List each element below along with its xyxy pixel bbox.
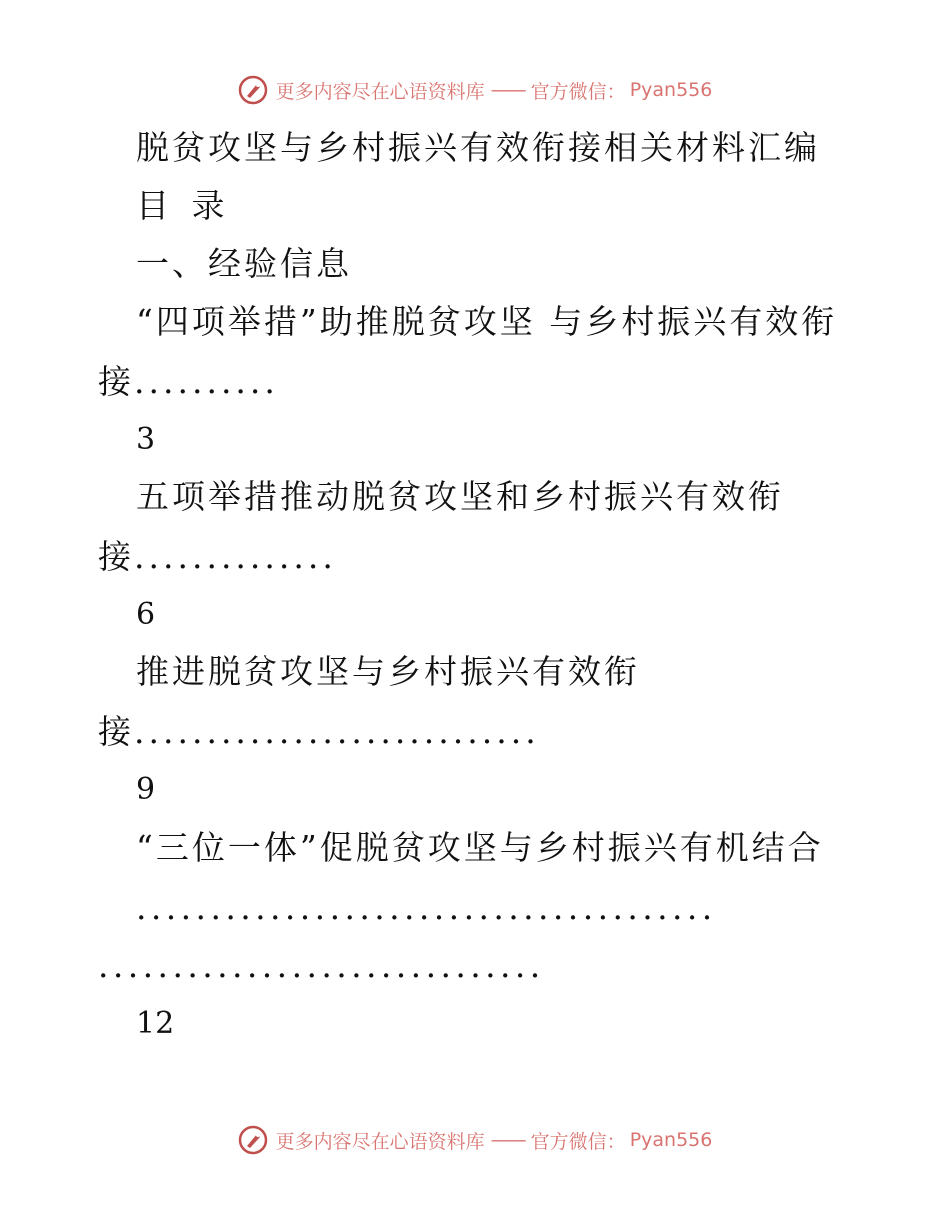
toc-page-number: 6	[136, 597, 156, 632]
banner-wechat-label: 官方微信：	[530, 1130, 626, 1153]
toc-page-number: 9	[136, 772, 156, 807]
toc-leader-dots: .......................................	[136, 888, 717, 927]
banner-separator: ——	[490, 79, 525, 101]
toc-entry-title-end: 接	[98, 712, 134, 751]
toc-leader-dots: ..............	[134, 537, 337, 576]
toc-entry-title: “三位一体”促脱贫攻坚与乡村振兴有机结合	[136, 828, 824, 867]
toc-leader-dots: ..........	[134, 362, 279, 401]
toc-entry-continuation	[98, 712, 540, 752]
banner-wechat-id: Pyan556	[629, 1129, 713, 1151]
toc-entry-title-end: 接	[98, 362, 134, 401]
toc-entry-title-end: 接	[98, 537, 134, 576]
banner-text: 更多内容尽在心语资料库	[275, 1130, 485, 1153]
toc-entry-title: 推进脱贫攻坚与乡村振兴有效衔	[136, 652, 640, 691]
banner-wechat-label: 官方微信：	[530, 80, 626, 103]
banner-separator: ——	[490, 1129, 525, 1151]
banner-text: 更多内容尽在心语资料库	[275, 80, 485, 103]
pen-nib-icon	[238, 75, 268, 105]
toc-page-number: 12	[136, 1006, 175, 1041]
pen-nib-icon	[238, 1125, 268, 1155]
banner-wechat-id: Pyan556	[629, 79, 713, 101]
toc-leader-dots: ..............................	[98, 946, 545, 985]
document-title: 脱贫攻坚与乡村振兴有效衔接相关材料汇编	[136, 128, 820, 167]
toc-entry-continuation	[98, 537, 337, 577]
toc-entry-title: 五项举措推动脱贫攻坚和乡村振兴有效衔	[136, 477, 784, 516]
header-banner	[0, 70, 950, 110]
toc-heading: 目 录	[136, 186, 231, 225]
toc-entry-continuation	[98, 362, 279, 402]
section-heading: 一、经验信息	[136, 244, 352, 283]
footer-banner	[0, 1120, 950, 1160]
toc-page-number: 3	[136, 422, 156, 457]
toc-leader-dots: ............................	[134, 712, 540, 751]
toc-entry-title: “四项举措”助推脱贫攻坚 与乡村振兴有效衔	[136, 302, 838, 341]
